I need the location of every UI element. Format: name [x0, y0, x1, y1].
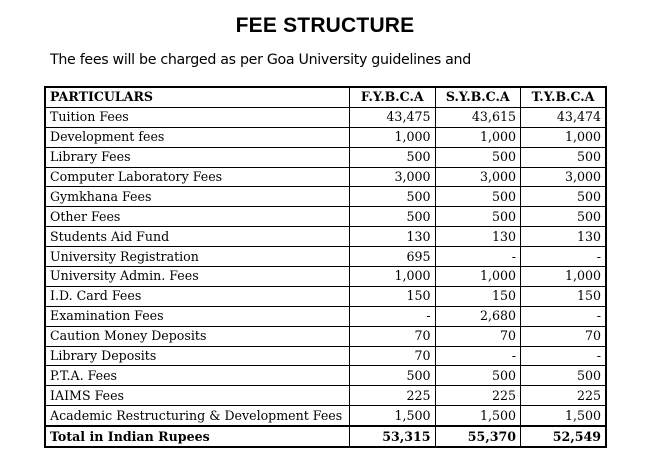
table-row — [45, 167, 606, 187]
row-fy-value: 150 — [350, 286, 436, 306]
table-row — [45, 386, 606, 406]
header-particulars: PARTICULARS — [45, 87, 350, 107]
row-label: Students Aid Fund — [45, 227, 350, 247]
row-ty-value: 43,474 — [521, 107, 607, 127]
table-row — [45, 207, 606, 227]
header-fy: F.Y.B.C.A — [350, 87, 436, 107]
row-fy-value: 500 — [350, 147, 436, 167]
row-fy-value: 695 — [350, 247, 436, 267]
row-fy-value: 43,475 — [350, 107, 436, 127]
table-row — [45, 326, 606, 346]
row-fy-value: 500 — [350, 187, 436, 207]
row-ty-value: 130 — [521, 227, 607, 247]
row-sy-value: - — [435, 346, 521, 366]
total-label: Total in Indian Rupees — [45, 426, 350, 447]
row-ty-value: 500 — [521, 207, 607, 227]
row-sy-value: 225 — [435, 386, 521, 406]
row-label: Academic Restructuring & Development Fees — [45, 406, 350, 426]
row-label: I.D. Card Fees — [45, 286, 350, 306]
table-row — [45, 227, 606, 247]
row-label: P.T.A. Fees — [45, 366, 350, 386]
row-sy-value: 1,000 — [435, 127, 521, 147]
header-ty: T.Y.B.C.A — [521, 87, 607, 107]
table-row — [45, 107, 606, 127]
total-row — [45, 426, 606, 447]
row-ty-value: 500 — [521, 147, 607, 167]
row-ty-value: 150 — [521, 286, 607, 306]
row-ty-value: 225 — [521, 386, 607, 406]
row-label: Library Fees — [45, 147, 350, 167]
row-fy-value: 130 — [350, 227, 436, 247]
total-sy: 55,370 — [435, 426, 521, 447]
row-fy-value: - — [350, 306, 436, 326]
table-row — [45, 187, 606, 207]
row-sy-value: - — [435, 247, 521, 267]
table-row — [45, 366, 606, 386]
row-label: Examination Fees — [45, 306, 350, 326]
row-sy-value: 130 — [435, 227, 521, 247]
row-fy-value: 500 — [350, 207, 436, 227]
table-row — [45, 247, 606, 267]
row-fy-value: 225 — [350, 386, 436, 406]
row-label: Tuition Fees — [45, 107, 350, 127]
row-ty-value: - — [521, 346, 607, 366]
row-sy-value: 43,615 — [435, 107, 521, 127]
row-label: Other Fees — [45, 207, 350, 227]
row-label: Caution Money Deposits — [45, 326, 350, 346]
table-row — [45, 267, 606, 287]
row-label: Library Deposits — [45, 346, 350, 366]
row-ty-value: 1,500 — [521, 406, 607, 426]
table-row — [45, 147, 606, 167]
row-sy-value: 2,680 — [435, 306, 521, 326]
row-label: IAIMS Fees — [45, 386, 350, 406]
fee-rows — [45, 107, 606, 426]
row-sy-value: 500 — [435, 366, 521, 386]
row-ty-value: 70 — [521, 326, 607, 346]
row-label: Development fees — [45, 127, 350, 147]
fee-table — [44, 86, 607, 448]
row-ty-value: 3,000 — [521, 167, 607, 187]
row-fy-value: 70 — [350, 326, 436, 346]
row-ty-value: - — [521, 247, 607, 267]
table-row — [45, 346, 606, 366]
row-sy-value: 70 — [435, 326, 521, 346]
row-label: Computer Laboratory Fees — [45, 167, 350, 187]
row-sy-value: 500 — [435, 187, 521, 207]
header-sy: S.Y.B.C.A — [435, 87, 521, 107]
row-ty-value: 500 — [521, 187, 607, 207]
table-row — [45, 406, 606, 426]
total-ty: 52,549 — [521, 426, 607, 447]
row-label: University Admin. Fees — [45, 267, 350, 287]
row-fy-value: 1,500 — [350, 406, 436, 426]
row-fy-value: 500 — [350, 366, 436, 386]
page-title: FEE STRUCTURE — [235, 14, 415, 37]
row-sy-value: 150 — [435, 286, 521, 306]
row-sy-value: 1,000 — [435, 267, 521, 287]
row-ty-value: 1,000 — [521, 127, 607, 147]
intro-text: The fees will be charged as per Goa University guidelines and — [50, 52, 471, 68]
row-sy-value: 1,500 — [435, 406, 521, 426]
row-ty-value: 500 — [521, 366, 607, 386]
row-sy-value: 3,000 — [435, 167, 521, 187]
table-row — [45, 286, 606, 306]
row-sy-value: 500 — [435, 207, 521, 227]
row-label: Gymkhana Fees — [45, 187, 350, 207]
total-fy: 53,315 — [350, 426, 436, 447]
row-label: University Registration — [45, 247, 350, 267]
table-row — [45, 127, 606, 147]
row-ty-value: 1,000 — [521, 267, 607, 287]
row-ty-value: - — [521, 306, 607, 326]
row-fy-value: 1,000 — [350, 127, 436, 147]
row-sy-value: 500 — [435, 147, 521, 167]
row-fy-value: 3,000 — [350, 167, 436, 187]
row-fy-value: 1,000 — [350, 267, 436, 287]
row-fy-value: 70 — [350, 346, 436, 366]
table-row — [45, 306, 606, 326]
table-header-row — [45, 87, 606, 107]
